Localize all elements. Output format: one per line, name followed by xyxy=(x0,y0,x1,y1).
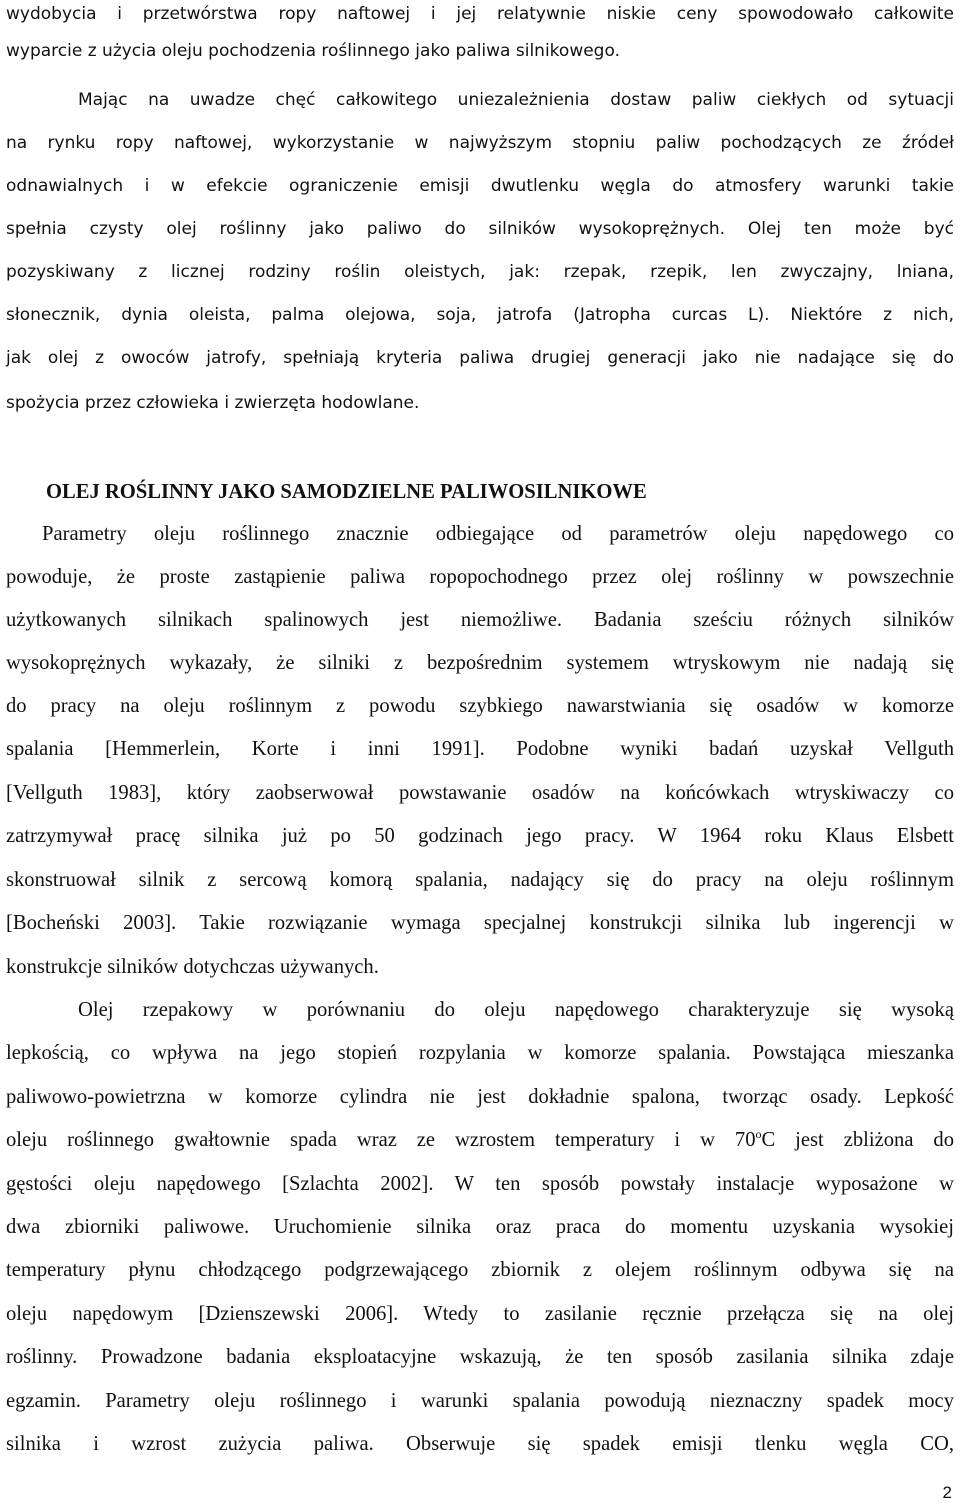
paragraph-line: [Bocheński 2003]. Takie rozwiązanie wymaga specjalnej konstrukcji silnika lub ingerencji w xyxy=(6,912,954,934)
paragraph-line: użytkowanych silnikach spalinowych jest niemożliwe. Badania sześciu różnych silników xyxy=(6,609,954,631)
paragraph-line: powoduje, że proste zastąpienie paliwa ropopochodnego przez olej roślinny w powszechnie xyxy=(6,566,954,588)
text-segment: C jest zbliżona do xyxy=(761,1129,954,1151)
page-number: 2 xyxy=(942,1483,952,1502)
paragraph-line: słonecznik, dynia oleista, palma olejowa, soja, jatrofa (Jatropha curcas L). Niektóre z nich, xyxy=(6,305,954,325)
paragraph-line: Olej rzepakowy w porównaniu do oleju napędowego charakteryzuje się wysoką xyxy=(78,999,954,1021)
paragraph-line: Parametry oleju roślinnego znacznie odbiegające od parametrów oleju napędowego co xyxy=(42,523,954,545)
paragraph-line: skonstruował silnik z sercową komorą spalania, nadający się do pracy na oleju roślinnym xyxy=(6,869,954,891)
paragraph-line: spalania [Hemmerlein, Korte i inni 1991]. Podobne wyniki badań uzyskał Vellguth xyxy=(6,738,954,760)
paragraph-line: na rynku ropy naftowej, wykorzystanie w najwyższym stopniu paliw pochodzących ze źródeł xyxy=(6,133,954,153)
paragraph-line: wydobycia i przetwórstwa ropy naftowej i jej relatywnie niskie ceny spowodowało całkowite xyxy=(6,4,954,24)
paragraph-line: [Vellguth 1983], który zaobserwował powstawanie osadów na końcówkach wtryskiwaczy co xyxy=(6,782,954,804)
paragraph-line: jak olej z owoców jatrofy, spełniają kryteria paliwa drugiej generacji jako nie nadające się do xyxy=(6,348,954,368)
paragraph-line: spożycia przez człowieka i zwierzęta hodowlane. xyxy=(6,393,420,413)
paragraph-line: temperatury płynu chłodzącego podgrzewającego zbiornik z olejem roślinnym odbywa się na xyxy=(6,1259,954,1281)
paragraph-line: gęstości oleju napędowego [Szlachta 2002]. W ten sposób powstały instalacje wyposażone w xyxy=(6,1173,954,1195)
paragraph-line: egzamin. Parametry oleju roślinnego i warunki spalania powodują nieznaczny spadek mocy xyxy=(6,1390,954,1412)
degree-superscript: o xyxy=(755,1127,762,1142)
section-heading: OLEJ ROŚLINNY JAKO SAMODZIELNE PALIWOSILNIKOWE xyxy=(46,481,647,503)
paragraph-line: paliwowo-powietrzna w komorze cylindra nie jest dokładnie spalona, tworząc osady. Lepkość xyxy=(6,1086,954,1108)
paragraph-line: silnika i wzrost zużycia paliwa. Obserwuje się spadek emisji tlenku węgla CO, xyxy=(6,1433,954,1455)
paragraph-line: wyparcie z użycia oleju pochodzenia roślinnego jako paliwa silnikowego. xyxy=(6,41,620,61)
text-segment: oleju roślinnego gwałtownie spada wraz ze wzrostem temperatury i w 70 xyxy=(6,1129,756,1151)
paragraph-line: oleju napędowym [Dzienszewski 2006]. Wtedy to zasilanie ręcznie przełącza się na olej xyxy=(6,1303,954,1325)
paragraph-line: do pracy na oleju roślinnym z powodu szybkiego nawarstwiania się osadów w komorze xyxy=(6,695,954,717)
paragraph-line: lepkością, co wpływa na jego stopień rozpylania w komorze spalania. Powstająca mieszanka xyxy=(6,1042,954,1064)
paragraph-line-temperature xyxy=(6,1126,954,1154)
paragraph-line: wysokoprężnych wykazały, że silniki z bezpośrednim systemem wtryskowym nie nadają się xyxy=(6,652,954,674)
paragraph-line: zatrzymywał pracę silnika już po 50 godzinach jego pracy. W 1964 roku Klaus Elsbett xyxy=(6,825,954,847)
paragraph-line: Mając na uwadze chęć całkowitego uniezależnienia dostaw paliw ciekłych od sytuacji xyxy=(78,90,954,110)
paragraph-line: konstrukcje silników dotychczas używanych. xyxy=(6,956,379,978)
paragraph-line: dwa zbiorniki paliwowe. Uruchomienie silnika oraz praca do momentu uzyskania wysokiej xyxy=(6,1216,954,1238)
paragraph-line: spełnia czysty olej roślinny jako paliwo do silników wysokoprężnych. Olej ten może być xyxy=(6,219,954,239)
paragraph-line: pozyskiwany z licznej rodziny roślin oleistych, jak: rzepak, rzepik, len zwyczajny, lniana, xyxy=(6,262,954,282)
paragraph-line: roślinny. Prowadzone badania eksploatacyjne wskazują, że ten sposób zasilania silnika zdaje xyxy=(6,1346,954,1368)
paragraph-line: odnawialnych i w efekcie ograniczenie emisji dwutlenku węgla do atmosfery warunki takie xyxy=(6,176,954,196)
